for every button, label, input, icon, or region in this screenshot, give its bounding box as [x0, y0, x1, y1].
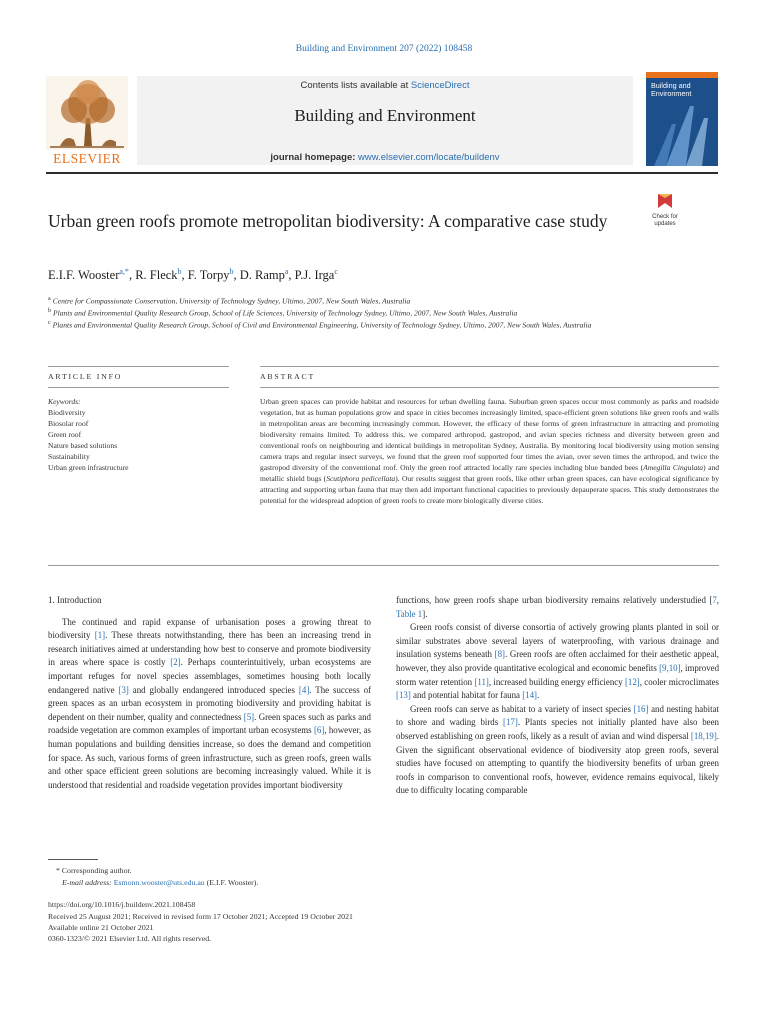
footnote-rule [48, 859, 98, 860]
author-affiliation-mark[interactable]: c [334, 267, 338, 276]
author-name[interactable]: D. Ramp [239, 268, 285, 283]
article-title: Urban green roofs promote metropolitan biodiversity: A comparative case study [48, 211, 608, 231]
affiliation-mark: c [48, 320, 51, 326]
article-info-bottom-rule [48, 387, 229, 388]
citation-link[interactable]: [4] [298, 684, 310, 695]
citation-link[interactable]: [13] [396, 690, 411, 701]
sciencedirect-link[interactable]: ScienceDirect [410, 80, 470, 91]
citation-link[interactable]: [16] [633, 703, 649, 714]
body-text: and globally endangered introduced species [128, 684, 299, 695]
body-text: . [536, 690, 540, 701]
abstract-species-name: Scutiphora pedicellata [326, 474, 396, 484]
citation-link[interactable]: 7 [712, 595, 717, 605]
body-text: , however, as human populations and building densities increase, so does the demand and competition for space. As such, various forms of green infrastructure, such as green roofs, green walls and other space efficient green solutions are becoming increasingly valued. While it is understood that residential and roadside vegetation provides important biodiversity [48, 725, 372, 790]
journal-name: Building and Environment [294, 106, 476, 125]
body-text: , improved storm water retention [396, 662, 720, 687]
copyright-notice: 0360-1323/© 2021 Elsevier Ltd. All rights reserved. [48, 934, 212, 943]
abstract-text-part: ) and metallic shield bugs ( [260, 463, 720, 484]
affiliation [48, 294, 648, 307]
affiliation-text: Plants and Environmental Quality Research Group, School of Civil and Environmental Engineering, University of Technology Sydney, Ultimo, 2007, New South Wales, Australia [52, 320, 592, 330]
abstract-body [260, 396, 719, 506]
keyword-item: Biosolar roof [48, 419, 89, 428]
journal-citation[interactable]: Building and Environment 207 (2022) 108458 [295, 44, 473, 54]
body-text: . Given the significant observational evidence of biodiversity atop green roofs, several studies have focused on attempting to quantify the biodiversity benefits of urban green roofs in comparison to conventional roofs, however, evidence remains equivocal, likely due to difficulty locating comparable [396, 730, 719, 796]
citation-link[interactable]: [12] [624, 676, 640, 687]
author-list: E.I.F. Wooster$^{a,*}$, R. Fleck$^b$, F. Torpy$^b$, D. Ramp$^a$, P.J. Irga$^c$ [48, 267, 338, 283]
citation-link[interactable]: [2] [170, 657, 181, 668]
section-heading-introduction: 1. Introduction [48, 595, 102, 605]
affiliation [48, 306, 648, 319]
body-text: . Plants species not initially planted have also been observed establishing on green roofs, likely as a result of avian and wind dispersal [396, 717, 719, 741]
body-paragraph [396, 621, 719, 703]
check-for-updates-label[interactable]: Check for updates [652, 214, 678, 227]
body-text: . Green spaces such as parks and roadside vegetation are common examples of important urban ecosystems [48, 711, 371, 736]
author-name[interactable]: P.J. Irga [294, 268, 335, 283]
email-owner: (E.I.F. Wooster). [204, 878, 259, 887]
citation-link[interactable]: [3] [118, 684, 129, 695]
citation-link[interactable]: [18,19] [690, 730, 717, 741]
article-info-top-rule [48, 366, 229, 367]
elsevier-wordmark: ELSEVIER [53, 151, 121, 166]
body-text: ]. [422, 608, 428, 619]
body-paragraph [396, 703, 719, 798]
body-column-left [48, 594, 371, 792]
abstract-species-name: Amegilla Cingulata [643, 463, 704, 473]
body-text: functions, how green roofs shape urban biodiversity remains relatively understudied [ [396, 595, 713, 605]
abstract-end-rule [48, 565, 719, 566]
body-text: . Green roofs are often acclaimed for their aesthetic appeal, however, they also provide quantitative ecological and economic benefits [396, 649, 719, 673]
affiliation-text: Centre for Compassionate Conservation, University of Technology Sydney, Ultimo, 2007, New South Wales, Australia [52, 296, 411, 306]
homepage-label: journal homepage: [270, 152, 356, 163]
email-label: E-mail address: [62, 878, 112, 887]
body-text: . Perhaps counterintuitively, urban ecosystems are important refuges for novel species assemblages, sometimes housing both locally endangered native [48, 657, 371, 695]
body-paragraph [396, 594, 719, 621]
keyword-item: Green roof [48, 430, 82, 439]
cover-title-line1: Building and [651, 81, 691, 90]
citation-link[interactable]: [14] [522, 690, 537, 701]
abstract-text-part: Urban green spaces can provide habitat and resources for urban dwelling fauna. Suburban green spaces occur most commonly as parks and roadside vegetation, but as human populations grow and space in cities becomes increasingly limited, space-efficient green solutions like green roofs and walls in metropolitan areas are becoming increasingly common. However, the efficacy of these forms of green infrastructure in attracting and promoting biodiversity remains limited. To address this, we compared arthropod, gastropod, and avian species richness and diversity between green and conventional roofs on neighbouring and identical buildings in metropolitan Sydney, Australia. By monitoring local biodiversity using motion sensing camera traps and regular insect surveys, we found that the green roof supported four times the avian, over seven times the arthropod, and twice the gastropod diversity of the conventional roof. Only the green roof attracted locally rare species including blue banded bees ( [260, 397, 719, 473]
keyword-list [48, 407, 228, 473]
keyword-item: Sustainability [48, 452, 90, 461]
body-text: The continued and rapid expanse of urbanisation poses a growing threat to biodiversity [48, 616, 371, 641]
affiliation-mark: a [48, 296, 51, 302]
citation-link[interactable]: [17] [503, 717, 518, 728]
affiliation [48, 318, 648, 331]
citation-link[interactable]: [6] [313, 725, 325, 736]
article-info-heading: ARTICLE INFO [48, 372, 123, 381]
author-name[interactable]: R. Fleck [135, 268, 178, 283]
contents-prefix: Contents lists available at [300, 80, 411, 91]
table-link[interactable]: Table 1 [396, 608, 423, 619]
citation-link[interactable]: [8] [494, 649, 505, 660]
citation-link[interactable]: [5] [243, 711, 255, 722]
journal-homepage-line [137, 152, 633, 163]
citation-link[interactable]: [11] [474, 676, 489, 687]
corresponding-author-note: * Corresponding author. [56, 866, 132, 875]
affiliation-mark: b [48, 308, 51, 314]
available-online-date: Available online 21 October 2021 [48, 923, 154, 932]
body-text: , cooler microclimates [639, 676, 720, 687]
author-affiliation-mark[interactable]: b [177, 267, 182, 276]
keyword-item: Biodiversity [48, 408, 86, 417]
author-name[interactable]: E.I.F. Wooster [48, 268, 120, 283]
email-footnote [62, 877, 662, 888]
body-text: Green roofs can serve as habitat to a variety of insect species [410, 703, 634, 714]
body-text: . The success of green spaces as an urban ecosystem in promoting biodiversity and providing habitat is dependent on their number, quality and connectedness [48, 684, 371, 722]
keyword-item: Urban green infrastructure [48, 463, 129, 472]
affiliation-text: Plants and Environmental Quality Research Group, School of Life Sciences, University of Technology Sydney, Ultimo, 2007, New South Wales, Australia [53, 308, 518, 318]
body-text: . These threats notwithstanding, there has been an increasing trend in research initiatives aimed at understanding how best to conserve and promote biodiversity in areas where space is costly [48, 630, 371, 668]
body-text: Green roofs consist of diverse consortia of actively growing plants planted in soil or similar substrates above several layers of waterproofing, with various drainage and insulation systems beneath [396, 622, 719, 660]
doi-link[interactable]: https://doi.org/10.1016/j.buildenv.2021.108458 [48, 900, 196, 909]
abstract-text-part: ). Our results suggest that green roofs, like other urban green spaces, can have ecological significance by attracting and supporting urban fauna that may then add important functional capacities to previously depauperate spaces. This study demonstrates the potential for the widespread adoption of green roofs to create more biologically diverse cities. [260, 474, 719, 506]
body-column-right [396, 594, 719, 798]
author-affiliation-mark[interactable]: a [284, 267, 289, 276]
email-link[interactable]: Esmonn.wooster@uts.edu.au [113, 878, 205, 887]
body-text: , [716, 595, 719, 605]
keywords-label: Keywords: [48, 397, 81, 406]
journal-cover-image[interactable] [646, 72, 718, 166]
body-text: and potential habitat for fauna [410, 690, 523, 701]
citation-link[interactable]: [1] [94, 630, 106, 641]
author-affiliation-mark[interactable]: b [229, 267, 234, 276]
body-text: , increased building energy efficiency [488, 676, 625, 687]
author-name[interactable]: F. Torpy [187, 268, 230, 283]
abstract-bottom-rule [260, 387, 719, 388]
citation-link[interactable]: [9,10] [659, 662, 681, 673]
author-affiliation-mark[interactable]: a,* [119, 267, 129, 276]
contents-lists-line [137, 80, 633, 91]
header-divider [46, 172, 718, 174]
abstract-top-rule [260, 366, 719, 367]
abstract-heading: ABSTRACT [260, 372, 316, 381]
body-paragraph [48, 616, 371, 793]
cover-title-line2: Environment [651, 89, 692, 98]
keyword-item: Nature based solutions [48, 441, 118, 450]
received-dates: Received 25 August 2021; Received in revised form 17 October 2021; Accepted 19 October 2021 [48, 912, 353, 921]
homepage-link[interactable]: www.elsevier.com/locate/buildenv [358, 152, 500, 163]
body-text: and nesting habitat to shore and wading birds [396, 703, 719, 728]
